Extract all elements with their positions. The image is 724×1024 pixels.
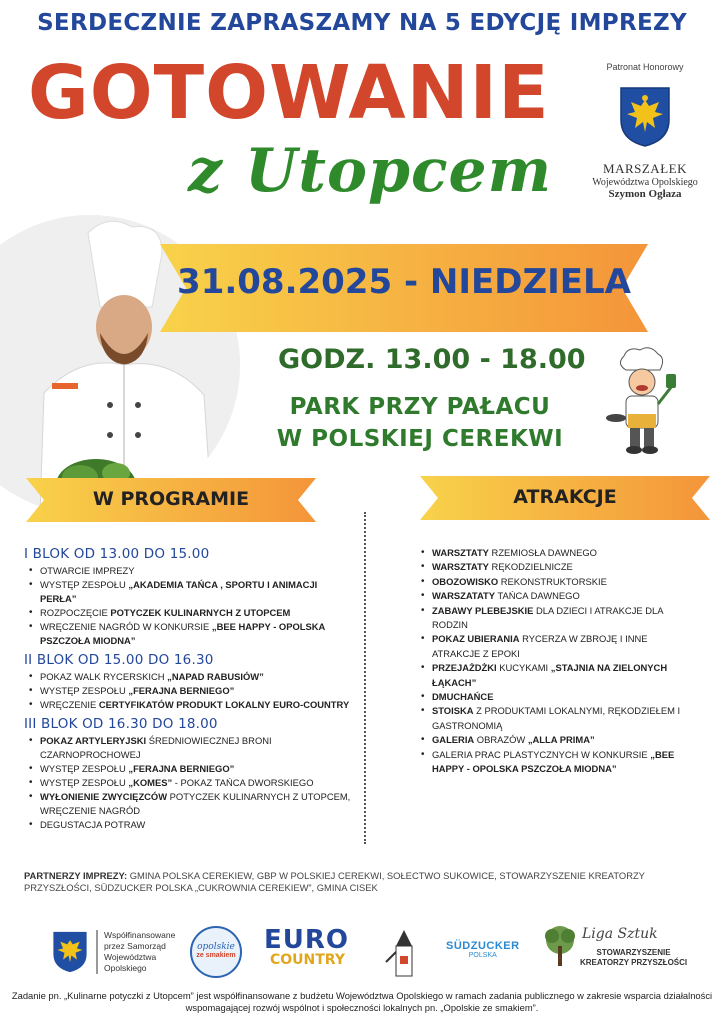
liga-sztuk-text: Liga Sztuk xyxy=(582,926,658,942)
castle-tower-logo-icon xyxy=(382,926,422,978)
attractions-list xyxy=(416,546,696,777)
list-item: • WYSTĘP ZESPOŁU „AKADEMIA TAŃCA , SPORTU I ANIMACJI PERŁA” xyxy=(28,578,354,606)
program-list xyxy=(24,546,354,832)
honorary-patron xyxy=(590,62,700,200)
list-item: • WARSZTATY RĘKODZIELNICZE xyxy=(420,560,696,574)
list-item: • DEGUSTACJA POTRAW xyxy=(28,818,354,832)
list-item: • GALERIA OBRAZÓW „ALLA PRIMA” xyxy=(420,733,696,747)
logo-separator xyxy=(96,930,98,974)
tree-logo-icon xyxy=(540,924,580,970)
list-item: • WYSTĘP ZESPOŁU „FERAJNA BERNIEGO” xyxy=(28,762,354,776)
sudzucker-logo: SÜDZUCKER POLSKA xyxy=(446,940,520,959)
euro-country-logo: EURO COUNTRY xyxy=(264,925,349,968)
list-item: • GALERIA PRAC PLASTYCZNYCH W KONKURSIE „BEE HAPPY - OPOLSKA PSZCZOŁA MIODNA” xyxy=(420,748,696,777)
venue-line-2: W POLSKIEJ CEREKWI xyxy=(276,426,564,452)
list-item: • WRĘCZENIE NAGRÓD W KONKURSIE „BEE HAPPY - OPOLSKA PSZCZOŁA MIODNA” xyxy=(28,620,354,648)
patron-title: MARSZAŁEK xyxy=(603,161,687,176)
list-item: • OTWARCIE IMPREZY xyxy=(28,564,354,578)
block-1-heading: I BLOK OD 13.00 DO 15.00 xyxy=(24,546,210,562)
event-hours: GODZ. 13.00 - 18.00 xyxy=(278,344,586,375)
cofinance-note: Współfinansowane przez Samorząd Województwa Opolskiego xyxy=(104,930,176,973)
patron-label: Patronat Honorowy xyxy=(606,62,684,72)
cook-cartoon-icon xyxy=(604,346,680,460)
block-3-heading: III BLOK OD 16.30 DO 18.00 xyxy=(24,716,218,732)
column-divider xyxy=(364,512,366,844)
invitation-line: SERDECZNIE ZAPRASZAMY NA 5 EDYCJĘ IMPREZY xyxy=(37,10,687,36)
list-item: • DMUCHAŃCE xyxy=(420,690,696,704)
list-item: • ZABAWY PLEBEJSKIE DLA DZIECI I ATRAKCJE DLA RODZIN xyxy=(420,604,696,633)
partners-text: PARTNERZY IMPREZY: GMINA POLSKA CEREKIEW, GBP W POLSKIEJ CEREKWI, SOŁECTWO SUKOWICE, STOWARZYSZENIE KREATORZY PRZYSZŁOŚCI, SÜDZUCKER POLSKA „CUKROWNIA CEREKIEW”, GMINA CISEK xyxy=(24,870,645,893)
stowarzyszenie-text: STOWARZYSZENIE KREATORZY PRZYSZŁOŚCI xyxy=(580,948,688,967)
opolskie-ze-smakiem-logo: opolskie ze smakiem xyxy=(190,926,242,978)
patron-name: Szymon Ogłaza xyxy=(608,188,682,200)
opolskie-crest-small-icon xyxy=(52,930,88,974)
list-item: • POKAZ WALK RYCERSKICH „NAPAD RABUSIÓW” xyxy=(28,670,354,684)
attractions-heading: ATRAKCJE xyxy=(513,486,617,508)
venue-line-1: PARK PRZY PAŁACU xyxy=(289,394,551,420)
list-item: • POKAZ ARTYLERYJSKI ŚREDNIOWIECZNEJ BRONI CZARNOPROCHOWEJ xyxy=(28,734,354,762)
funding-note: Zadanie pn. „Kulinarne potyczki z Utopcem” jest współfinansowane z budżetu Województwa Opolskiego w ramach zadania publicznego w zakresie wsparcia działalności wspomagającej rozwój wspólnot i społeczności lokalnych pn. „Opolskie ze smakiem”. xyxy=(11,990,713,1013)
block-2-heading: II BLOK OD 15.00 DO 16.30 xyxy=(24,652,214,668)
list-item: • WYSTĘP ZESPOŁU „KOMES” - POKAZ TAŃCA DWORSKIEGO xyxy=(28,776,354,790)
event-title: GOTOWANIE xyxy=(28,50,550,136)
event-subtitle: z Utopcem xyxy=(188,136,553,206)
list-item: • PRZEJAŻDŻKI KUCYKAMI „STAJNIA NA ZIELONYCH ŁĄKACH” xyxy=(420,661,696,690)
list-item: • WYSTĘP ZESPOŁU „FERAJNA BERNIEGO” xyxy=(28,684,354,698)
sponsor-logos xyxy=(0,916,724,986)
opolskie-crest-icon xyxy=(619,86,671,148)
list-item: • WRĘCZENIE CERTYFIKATÓW PRODUKT LOKALNY EURO-COUNTRY xyxy=(28,698,354,712)
patron-subtitle: Województwa Opolskiego xyxy=(592,177,698,188)
list-item: • POKAZ UBIERANIA RYCERZA W ZBROJĘ I INNE ATRAKCJE Z EPOKI xyxy=(420,632,696,661)
list-item: • STOISKA Z PRODUKTAMI LOKALNYMI, RĘKODZIEŁEM I GASTRONOMIĄ xyxy=(420,704,696,733)
list-item: • ROZPOCZĘCIE POTYCZEK KULINARNYCH Z UTOPCEM xyxy=(28,606,354,620)
program-heading: W PROGRAMIE xyxy=(92,488,250,510)
event-date: 31.08.2025 - NIEDZIELA xyxy=(177,262,631,302)
list-item: • WYŁONIENIE ZWYCIĘZCÓW POTYCZEK KULINARNYCH Z UTOPCEM, WRĘCZENIE NAGRÓD xyxy=(28,790,354,818)
list-item: • WARSZTATY RZEMIOSŁA DAWNEGO xyxy=(420,546,696,560)
list-item: • OBOZOWISKO REKONSTRUKTORSKIE xyxy=(420,575,696,589)
list-item: • WARSZATATY TAŃCA DAWNEGO xyxy=(420,589,696,603)
